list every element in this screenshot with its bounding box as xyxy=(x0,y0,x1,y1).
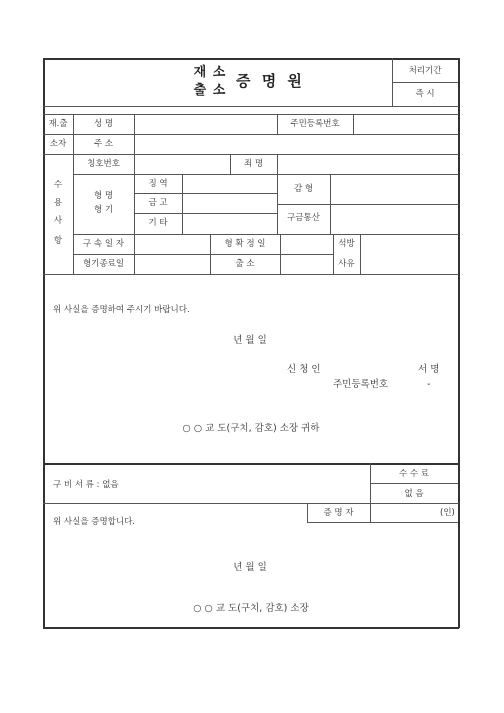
term-row-2 xyxy=(134,213,277,214)
title-row-bottom xyxy=(73,174,459,175)
name-label: 성 명 xyxy=(93,119,114,129)
request-recipient: ○ ○ 교 도(구치, 감호) 소장 귀하 xyxy=(182,423,320,434)
date-row-line xyxy=(73,254,333,255)
sentence-reduction-label: 감 형 xyxy=(293,184,314,194)
inmate-bottom-line xyxy=(43,274,459,275)
release-reason-label-1: 석방 xyxy=(338,239,355,249)
title-line-1: 재 소 xyxy=(193,65,227,80)
term-type-divider xyxy=(182,174,183,234)
certification-date: 년 월 일 xyxy=(233,562,267,573)
reduction-row-line xyxy=(277,204,459,205)
expiry-date-label: 형기종료일 xyxy=(82,259,125,269)
title-number-label: 칭호번호 xyxy=(87,159,120,169)
term-row-1 xyxy=(134,193,277,194)
seal-mark: (인) xyxy=(440,508,455,518)
frame-top xyxy=(43,58,459,60)
title-line-2: 출 소 xyxy=(193,83,227,98)
term-imprisonment-label: 징 역 xyxy=(148,179,168,189)
certifier-label: 증 명 자 xyxy=(323,508,354,518)
certification-statement: 위 사실을 증명합니다. xyxy=(53,517,136,527)
page-title: 증 명 원 xyxy=(236,72,305,90)
request-date: 년 월 일 xyxy=(233,335,267,346)
custody-date-label: 구 속 일 자 xyxy=(83,239,124,249)
release-reason-label-2: 사유 xyxy=(338,259,355,269)
release-right xyxy=(360,234,361,274)
issuer-name: ○ ○ 교 도(구치, 감호) 소장 xyxy=(193,603,309,614)
applicant-bottom-line xyxy=(43,154,459,155)
crime-label: 죄 명 xyxy=(243,159,264,169)
inmate-side-4: 항 xyxy=(53,236,63,246)
term-confinement-label: 금 고 xyxy=(148,198,168,208)
applicant-side-top: 재.출 xyxy=(48,119,68,129)
fee-label: 수 수 료 xyxy=(398,469,430,479)
discharge-label: 출 소 xyxy=(235,259,255,269)
confirm-date-label: 형 확 정 일 xyxy=(224,239,266,249)
fee-value: 없 음 xyxy=(404,489,424,499)
inmate-side-1: 수 xyxy=(53,180,63,190)
address-label: 주 소 xyxy=(93,139,114,149)
request-rrn-label: 주민등록번호 xyxy=(333,379,389,390)
request-statement: 위 사실을 증명하여 주시기 바랍니다. xyxy=(53,305,190,315)
required-documents: 구 비 서 류 : 없음 xyxy=(53,480,119,490)
frame-bottom xyxy=(43,627,459,629)
inmate-side-2: 용 xyxy=(53,198,63,208)
applicant-side-bottom: 소자 xyxy=(49,139,67,149)
certifier-bottom-line xyxy=(307,522,458,523)
applicant-row-line xyxy=(43,134,459,135)
certifier-right xyxy=(370,503,371,522)
fee-row-line xyxy=(370,483,458,484)
sentence-block-bottom xyxy=(73,234,459,235)
processing-period-value: 즉 시 xyxy=(415,89,435,99)
inmate-label-divider xyxy=(134,154,135,274)
applicant-top-line xyxy=(43,114,459,115)
frame-right xyxy=(458,58,460,628)
certifier-top-line xyxy=(43,503,459,504)
rrn-label-right xyxy=(353,114,354,134)
rrn-label: 주민등록번호 xyxy=(290,119,340,129)
inmate-side-3: 사 xyxy=(53,216,63,226)
processing-period-label: 처리기간 xyxy=(408,66,442,76)
certification-top-line xyxy=(43,463,459,465)
detention-credit-label: 구금통산 xyxy=(287,213,320,223)
sentence-name-label: 형 명 xyxy=(93,191,114,201)
period-split xyxy=(392,82,458,83)
request-rrn-dash: - xyxy=(427,379,431,390)
applicant-label-divider xyxy=(134,114,135,154)
term-other-label: 기 타 xyxy=(148,218,168,228)
sentence-term-label: 형 기 xyxy=(93,205,114,215)
header-bottom-line xyxy=(43,106,459,107)
signature-label: 서 명 xyxy=(418,364,440,375)
applicant-label: 신 청 인 xyxy=(287,364,321,375)
